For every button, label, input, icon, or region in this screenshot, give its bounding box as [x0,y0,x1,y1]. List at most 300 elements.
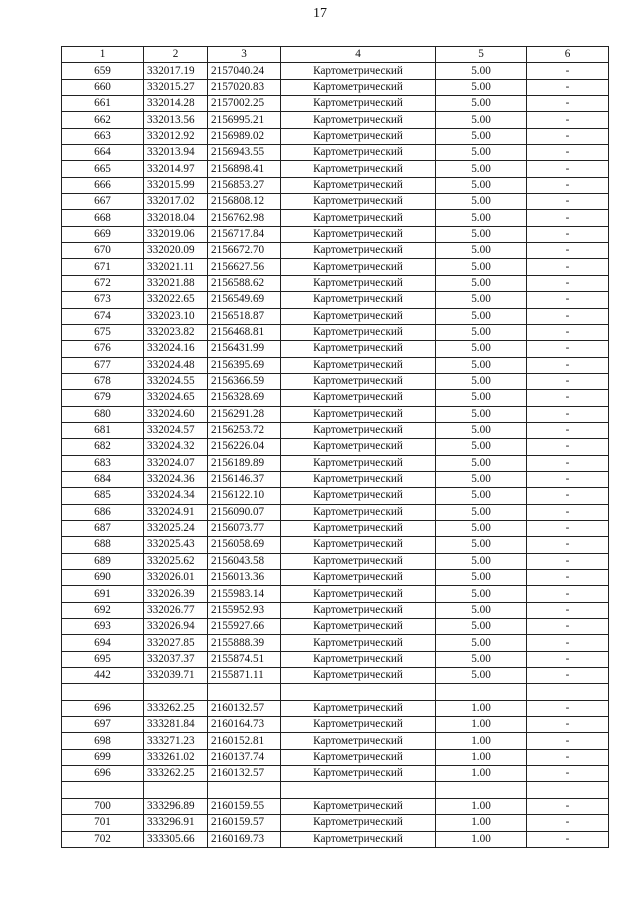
accuracy-cell: 5.00 [436,275,527,291]
accuracy-cell: 5.00 [436,79,527,95]
y-coordinate-cell: 2156943.55 [208,145,281,161]
table-row [62,243,609,259]
point-number-cell: 675 [62,324,144,340]
point-number-cell: 670 [62,243,144,259]
y-coordinate-cell: 2160164.73 [208,717,281,733]
point-number-cell: 696 [62,766,144,782]
note-cell [527,684,609,700]
note-cell: - [527,766,609,782]
y-coordinate-cell: 2156058.69 [208,537,281,553]
method-cell: Картометрический [281,275,436,291]
x-coordinate-cell: 333262.25 [144,766,208,782]
y-coordinate-cell: 2156090.07 [208,504,281,520]
table-row [62,161,609,177]
accuracy-cell: 5.00 [436,161,527,177]
x-coordinate-cell: 332012.92 [144,128,208,144]
y-coordinate-cell: 2155983.14 [208,586,281,602]
note-cell: - [527,210,609,226]
method-cell: Картометрический [281,145,436,161]
accuracy-cell: 5.00 [436,406,527,422]
y-coordinate-cell: 2156549.69 [208,292,281,308]
table-row [62,635,609,651]
note-cell: - [527,455,609,471]
x-coordinate-cell: 332024.36 [144,471,208,487]
method-cell [281,684,436,700]
point-number-cell: 696 [62,700,144,716]
note-cell: - [527,700,609,716]
x-coordinate-cell: 332024.57 [144,422,208,438]
table-row [62,684,609,700]
note-cell: - [527,292,609,308]
accuracy-cell: 5.00 [436,112,527,128]
accuracy-cell: 5.00 [436,341,527,357]
point-number-cell: 672 [62,275,144,291]
y-coordinate-cell: 2160159.57 [208,815,281,831]
point-number-cell: 679 [62,390,144,406]
column-header: 3 [208,47,281,63]
x-coordinate-cell: 333305.66 [144,831,208,847]
x-coordinate-cell: 332020.09 [144,243,208,259]
table-row [62,700,609,716]
note-cell: - [527,570,609,586]
point-number-cell: 669 [62,226,144,242]
y-coordinate-cell: 2156013.36 [208,570,281,586]
y-coordinate-cell: 2160132.57 [208,700,281,716]
y-coordinate-cell: 2160152.81 [208,733,281,749]
point-number-cell: 680 [62,406,144,422]
note-cell: - [527,259,609,275]
table-row [62,177,609,193]
table-row [62,815,609,831]
y-coordinate-cell: 2156431.99 [208,341,281,357]
accuracy-cell: 1.00 [436,815,527,831]
y-coordinate-cell: 2156995.21 [208,112,281,128]
note-cell: - [527,406,609,422]
method-cell: Картометрический [281,831,436,847]
point-number-cell: 676 [62,341,144,357]
method-cell: Картометрический [281,455,436,471]
accuracy-cell: 5.00 [436,243,527,259]
method-cell: Картометрический [281,439,436,455]
table-row [62,733,609,749]
x-coordinate-cell: 332023.10 [144,308,208,324]
accuracy-cell: 1.00 [436,798,527,814]
accuracy-cell: 5.00 [436,504,527,520]
note-cell: - [527,520,609,536]
point-number-cell: 666 [62,177,144,193]
x-coordinate-cell [144,782,208,798]
y-coordinate-cell [208,684,281,700]
point-number-cell [62,782,144,798]
y-coordinate-cell: 2156073.77 [208,520,281,536]
method-cell: Картометрический [281,194,436,210]
point-number-cell: 667 [62,194,144,210]
method-cell: Картометрический [281,570,436,586]
method-cell: Картометрический [281,602,436,618]
note-cell: - [527,63,609,79]
method-cell: Картометрический [281,798,436,814]
method-cell: Картометрический [281,373,436,389]
method-cell: Картометрический [281,619,436,635]
method-cell: Картометрический [281,749,436,765]
note-cell: - [527,96,609,112]
table-row [62,194,609,210]
point-number-cell: 678 [62,373,144,389]
method-cell: Картометрический [281,177,436,193]
accuracy-cell: 5.00 [436,520,527,536]
note-cell: - [527,798,609,814]
x-coordinate-cell: 332017.19 [144,63,208,79]
method-cell: Картометрический [281,226,436,242]
point-number-cell: 684 [62,471,144,487]
method-cell: Картометрический [281,406,436,422]
accuracy-cell: 5.00 [436,324,527,340]
note-cell: - [527,243,609,259]
table-body [62,63,609,848]
method-cell: Картометрический [281,357,436,373]
table-row [62,373,609,389]
y-coordinate-cell: 2156627.56 [208,259,281,275]
x-coordinate-cell: 332015.99 [144,177,208,193]
table-row [62,602,609,618]
note-cell: - [527,553,609,569]
note-cell: - [527,357,609,373]
accuracy-cell: 5.00 [436,259,527,275]
table-row [62,668,609,684]
y-coordinate-cell: 2156328.69 [208,390,281,406]
y-coordinate-cell: 2156043.58 [208,553,281,569]
x-coordinate-cell: 332024.34 [144,488,208,504]
note-cell: - [527,226,609,242]
method-cell: Картометрический [281,766,436,782]
accuracy-cell: 5.00 [436,390,527,406]
column-header: 4 [281,47,436,63]
accuracy-cell: 5.00 [436,635,527,651]
page-number: 17 [313,6,327,21]
note-cell: - [527,439,609,455]
x-coordinate-cell: 332019.06 [144,226,208,242]
column-header: 5 [436,47,527,63]
point-number-cell: 691 [62,586,144,602]
method-cell: Картометрический [281,488,436,504]
note-cell: - [527,177,609,193]
point-number-cell: 687 [62,520,144,536]
x-coordinate-cell: 332014.28 [144,96,208,112]
note-cell [527,782,609,798]
x-coordinate-cell: 332024.55 [144,373,208,389]
note-cell: - [527,635,609,651]
table-row [62,96,609,112]
point-number-cell: 702 [62,831,144,847]
note-cell: - [527,79,609,95]
accuracy-cell [436,782,527,798]
accuracy-cell: 1.00 [436,717,527,733]
table-row [62,357,609,373]
point-number-cell: 442 [62,668,144,684]
y-coordinate-cell: 2156808.12 [208,194,281,210]
note-cell: - [527,194,609,210]
point-number-cell: 671 [62,259,144,275]
accuracy-cell: 5.00 [436,537,527,553]
x-coordinate-cell: 332023.82 [144,324,208,340]
note-cell: - [527,161,609,177]
accuracy-cell: 5.00 [436,292,527,308]
point-number-cell: 674 [62,308,144,324]
accuracy-cell: 5.00 [436,63,527,79]
y-coordinate-cell: 2156189.89 [208,455,281,471]
point-number-cell: 668 [62,210,144,226]
point-number-cell: 682 [62,439,144,455]
y-coordinate-cell: 2156853.27 [208,177,281,193]
note-cell: - [527,586,609,602]
accuracy-cell: 5.00 [436,357,527,373]
x-coordinate-cell: 332027.85 [144,635,208,651]
accuracy-cell: 5.00 [436,422,527,438]
method-cell: Картометрический [281,243,436,259]
x-coordinate-cell: 332013.94 [144,145,208,161]
x-coordinate-cell: 332026.01 [144,570,208,586]
x-coordinate-cell [144,684,208,700]
x-coordinate-cell: 332018.04 [144,210,208,226]
x-coordinate-cell: 332025.43 [144,537,208,553]
y-coordinate-cell: 2160137.74 [208,749,281,765]
x-coordinate-cell: 332024.48 [144,357,208,373]
accuracy-cell [436,684,527,700]
x-coordinate-cell: 332015.27 [144,79,208,95]
method-cell: Картометрический [281,537,436,553]
note-cell: - [527,390,609,406]
x-coordinate-cell: 333296.91 [144,815,208,831]
accuracy-cell: 5.00 [436,373,527,389]
y-coordinate-cell: 2156989.02 [208,128,281,144]
y-coordinate-cell: 2156672.70 [208,243,281,259]
accuracy-cell: 5.00 [436,194,527,210]
method-cell: Картометрический [281,292,436,308]
table-row [62,422,609,438]
note-cell: - [527,602,609,618]
note-cell: - [527,504,609,520]
table-row [62,455,609,471]
accuracy-cell: 5.00 [436,226,527,242]
method-cell: Картометрический [281,635,436,651]
y-coordinate-cell: 2155874.51 [208,651,281,667]
table-row [62,651,609,667]
y-coordinate-cell: 2156588.62 [208,275,281,291]
table-row [62,619,609,635]
table-row [62,586,609,602]
x-coordinate-cell: 332025.62 [144,553,208,569]
coordinates-table [61,46,609,848]
x-coordinate-cell: 332021.88 [144,275,208,291]
note-cell: - [527,373,609,389]
y-coordinate-cell: 2160132.57 [208,766,281,782]
y-coordinate-cell: 2156146.37 [208,471,281,487]
table-row [62,275,609,291]
method-cell: Картометрический [281,390,436,406]
y-coordinate-cell: 2157002.25 [208,96,281,112]
accuracy-cell: 5.00 [436,128,527,144]
table-row [62,308,609,324]
table-row [62,798,609,814]
y-coordinate-cell: 2156366.59 [208,373,281,389]
accuracy-cell: 5.00 [436,145,527,161]
table-row [62,439,609,455]
point-number-cell: 681 [62,422,144,438]
note-cell: - [527,324,609,340]
point-number-cell: 690 [62,570,144,586]
point-number-cell: 698 [62,733,144,749]
method-cell: Картометрический [281,520,436,536]
table-row [62,226,609,242]
table-row [62,537,609,553]
method-cell: Картометрический [281,700,436,716]
method-cell: Картометрический [281,63,436,79]
table-row [62,128,609,144]
table-row [62,259,609,275]
table-row [62,570,609,586]
x-coordinate-cell: 333261.02 [144,749,208,765]
method-cell: Картометрический [281,553,436,569]
table-row [62,488,609,504]
accuracy-cell: 5.00 [436,471,527,487]
note-cell: - [527,651,609,667]
note-cell: - [527,275,609,291]
table-row [62,766,609,782]
accuracy-cell: 1.00 [436,766,527,782]
x-coordinate-cell: 332024.32 [144,439,208,455]
point-number-cell: 663 [62,128,144,144]
column-header: 1 [62,47,144,63]
method-cell: Картометрический [281,471,436,487]
note-cell: - [527,128,609,144]
accuracy-cell: 1.00 [436,700,527,716]
x-coordinate-cell: 332025.24 [144,520,208,536]
x-coordinate-cell: 333271.23 [144,733,208,749]
accuracy-cell: 5.00 [436,488,527,504]
method-cell: Картометрический [281,79,436,95]
note-cell: - [527,422,609,438]
accuracy-cell: 5.00 [436,177,527,193]
table-row [62,79,609,95]
y-coordinate-cell: 2155888.39 [208,635,281,651]
point-number-cell: 686 [62,504,144,520]
point-number-cell: 685 [62,488,144,504]
x-coordinate-cell: 333296.89 [144,798,208,814]
y-coordinate-cell: 2157040.24 [208,63,281,79]
y-coordinate-cell: 2156762.98 [208,210,281,226]
x-coordinate-cell: 332026.39 [144,586,208,602]
point-number-cell [62,684,144,700]
point-number-cell: 701 [62,815,144,831]
accuracy-cell: 1.00 [436,749,527,765]
accuracy-cell: 1.00 [436,831,527,847]
method-cell: Картометрический [281,586,436,602]
point-number-cell: 688 [62,537,144,553]
method-cell: Картометрический [281,210,436,226]
x-coordinate-cell: 333281.84 [144,717,208,733]
y-coordinate-cell: 2156395.69 [208,357,281,373]
method-cell: Картометрический [281,668,436,684]
x-coordinate-cell: 332024.65 [144,390,208,406]
table-row [62,406,609,422]
method-cell: Картометрический [281,308,436,324]
x-coordinate-cell: 332024.16 [144,341,208,357]
point-number-cell: 693 [62,619,144,635]
point-number-cell: 697 [62,717,144,733]
table-row [62,717,609,733]
method-cell: Картометрический [281,733,436,749]
table-row [62,145,609,161]
point-number-cell: 662 [62,112,144,128]
point-number-cell: 664 [62,145,144,161]
note-cell: - [527,831,609,847]
y-coordinate-cell: 2156518.87 [208,308,281,324]
note-cell: - [527,471,609,487]
point-number-cell: 700 [62,798,144,814]
point-number-cell: 661 [62,96,144,112]
table-row [62,749,609,765]
y-coordinate-cell: 2156253.72 [208,422,281,438]
accuracy-cell: 5.00 [436,210,527,226]
table-row [62,324,609,340]
y-coordinate-cell: 2157020.83 [208,79,281,95]
accuracy-cell: 5.00 [436,668,527,684]
note-cell: - [527,619,609,635]
method-cell: Картометрический [281,96,436,112]
point-number-cell: 673 [62,292,144,308]
x-coordinate-cell: 332024.60 [144,406,208,422]
accuracy-cell: 5.00 [436,96,527,112]
note-cell: - [527,815,609,831]
column-header: 6 [527,47,609,63]
note-cell: - [527,749,609,765]
accuracy-cell: 5.00 [436,455,527,471]
point-number-cell: 689 [62,553,144,569]
accuracy-cell: 5.00 [436,586,527,602]
point-number-cell: 659 [62,63,144,79]
table-row [62,63,609,79]
note-cell: - [527,112,609,128]
point-number-cell: 665 [62,161,144,177]
method-cell: Картометрический [281,128,436,144]
point-number-cell: 694 [62,635,144,651]
method-cell: Картометрический [281,504,436,520]
table-row [62,520,609,536]
method-cell: Картометрический [281,815,436,831]
note-cell: - [527,537,609,553]
note-cell: - [527,488,609,504]
table-row [62,831,609,847]
x-coordinate-cell: 332039.71 [144,668,208,684]
accuracy-cell: 5.00 [436,619,527,635]
note-cell: - [527,668,609,684]
x-coordinate-cell: 332024.91 [144,504,208,520]
accuracy-cell: 5.00 [436,553,527,569]
method-cell: Картометрический [281,651,436,667]
note-cell: - [527,341,609,357]
note-cell: - [527,145,609,161]
y-coordinate-cell: 2160169.73 [208,831,281,847]
y-coordinate-cell: 2155952.93 [208,602,281,618]
note-cell: - [527,308,609,324]
x-coordinate-cell: 332013.56 [144,112,208,128]
x-coordinate-cell: 333262.25 [144,700,208,716]
accuracy-cell: 1.00 [436,733,527,749]
table-row [62,112,609,128]
table-row [62,390,609,406]
accuracy-cell: 5.00 [436,651,527,667]
method-cell: Картометрический [281,161,436,177]
